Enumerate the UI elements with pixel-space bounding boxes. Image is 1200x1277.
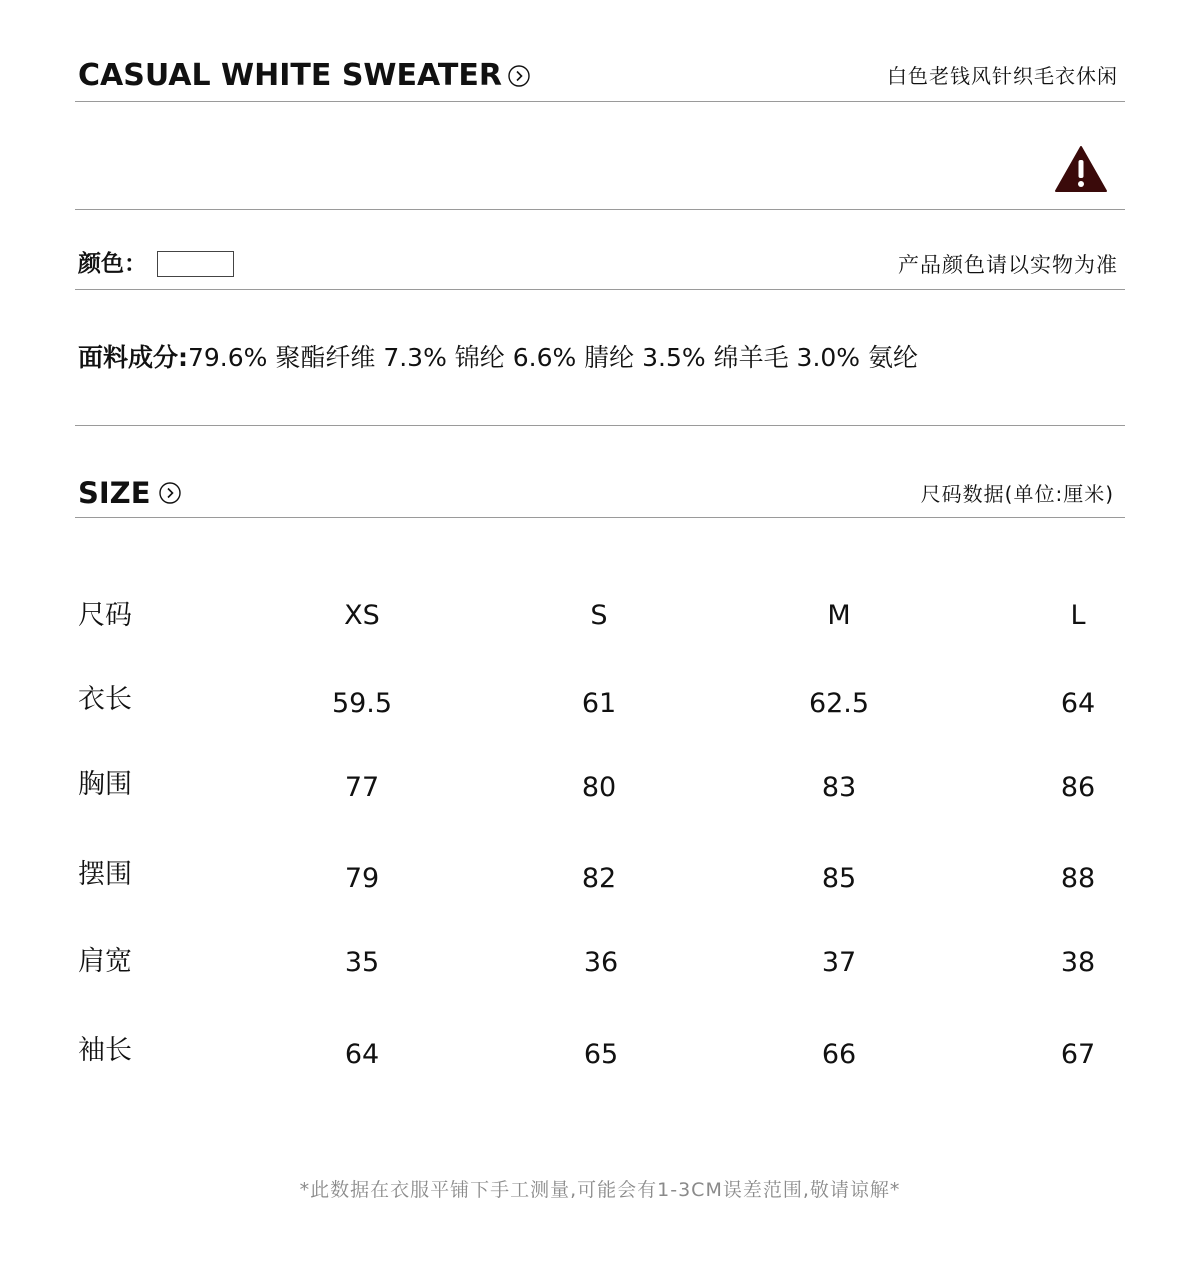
size-title-text: SIZE	[78, 476, 151, 510]
table-cell: 82	[581, 863, 617, 894]
table-cell: 64	[1060, 688, 1096, 719]
color-label: 颜色：	[78, 251, 147, 277]
size-header-xs: XS	[344, 600, 380, 631]
color-note: 产品颜色请以实物为准	[898, 253, 1118, 277]
size-header-m: M	[827, 600, 851, 631]
table-cell: 61	[581, 688, 617, 719]
size-unit-note: 尺码数据(单位:厘米)	[920, 482, 1114, 506]
table-cell: 66	[821, 1039, 857, 1070]
row-label: 袖长	[78, 1035, 132, 1066]
row-label: 摆围	[78, 859, 132, 890]
table-cell: 77	[344, 772, 380, 803]
product-subtitle: 白色老钱风针织毛衣休闲	[887, 64, 1118, 88]
row-label: 胸围	[78, 769, 132, 800]
fabric-composition-text: 79.6% 聚酯纤维 7.3% 锦纶 6.6% 腈纶 3.5% 绵羊毛 3.0% 氨纶	[188, 343, 918, 372]
table-cell: 59.5	[331, 688, 393, 719]
size-header-s: S	[590, 600, 608, 631]
product-title-text: CASUAL WHITE SWEATER	[78, 58, 502, 93]
table-cell: 79	[344, 863, 380, 894]
table-cell: 83	[821, 772, 857, 803]
table-cell: 37	[821, 947, 857, 978]
table-cell: 36	[583, 947, 619, 978]
table-cell: 86	[1060, 772, 1096, 803]
table-cell: 35	[344, 947, 380, 978]
table-cell: 85	[821, 863, 857, 894]
table-cell: 62.5	[808, 688, 870, 719]
table-cell: 65	[583, 1039, 619, 1070]
table-cell: 38	[1060, 947, 1096, 978]
measurement-footnote: *此数据在衣服平铺下手工测量,可能会有1-3CM误差范围,敬请谅解*	[299, 1179, 901, 1201]
table-cell: 64	[344, 1039, 380, 1070]
fabric-label: 面料成分:	[78, 343, 188, 372]
table-cell: 88	[1060, 863, 1096, 894]
table-cell: 67	[1060, 1039, 1096, 1070]
row-label: 肩宽	[78, 946, 132, 977]
size-header-label: 尺码	[78, 600, 132, 631]
table-cell: 80	[581, 772, 617, 803]
row-label: 衣长	[78, 684, 132, 715]
size-header-l: L	[1070, 600, 1086, 631]
